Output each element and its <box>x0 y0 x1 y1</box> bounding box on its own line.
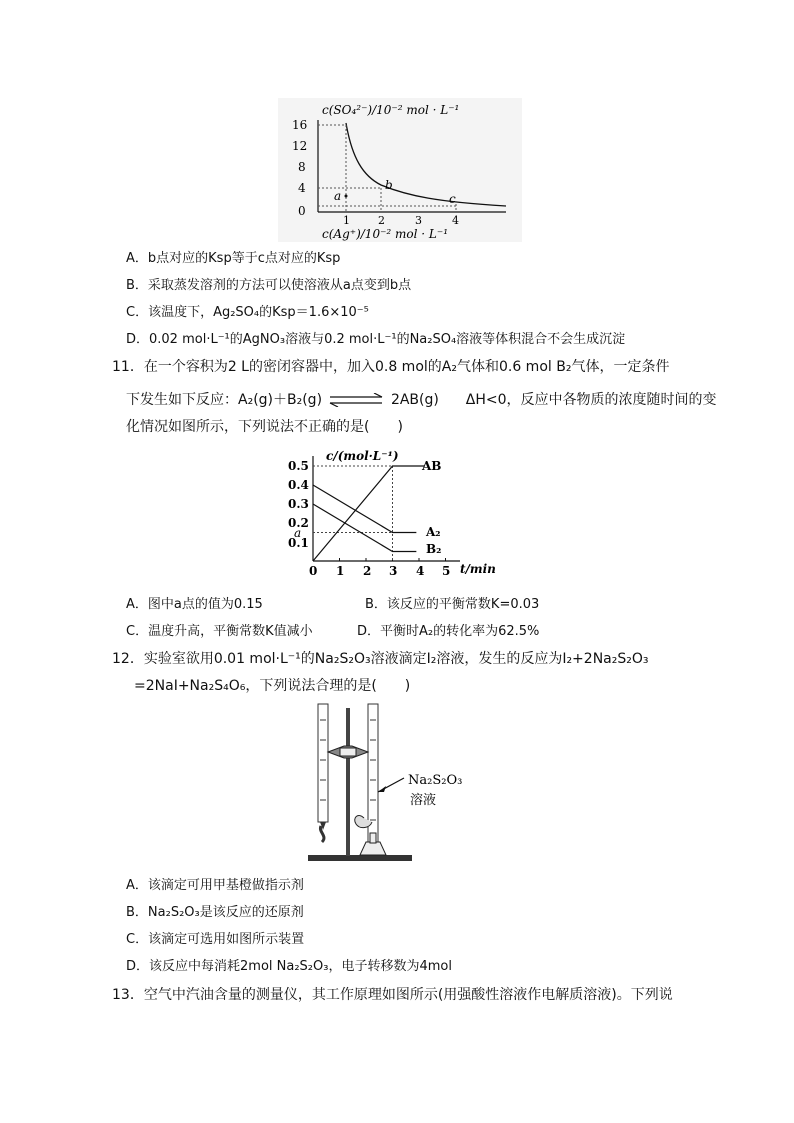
q11-option-b: B．该反应的平衡常数K=0.03 <box>365 597 540 612</box>
q11-option-c: C．温度升高，平衡常数K值减小 <box>126 624 313 639</box>
fig2-ytick: 0.1 <box>288 536 309 550</box>
fig1-xtick: 2 <box>378 214 385 227</box>
fig3-label-reagent: Na₂S₂O₃ <box>408 773 463 788</box>
q11-product: 2AB(g) <box>390 392 439 408</box>
fig2-xtick: 3 <box>389 564 398 578</box>
q10-option-b: B．采取蒸发溶剂的方法可以使溶液从a点变到b点 <box>126 278 412 293</box>
q12-option-c: C．该滴定可选用如图所示装置 <box>126 932 305 947</box>
q11-reactants: 下发生如下反应：A₂(g)＋B₂(g) <box>126 392 323 408</box>
fig1-xtick: 1 <box>343 214 350 227</box>
q12-option-b: B．Na₂S₂O₃是该反应的还原剂 <box>126 905 304 920</box>
fig1-ytick: 16 <box>292 118 308 132</box>
fig2-ytick: a <box>294 526 302 540</box>
q10-option-a: A．b点对应的Ksp等于c点对应的Ksp <box>126 251 341 266</box>
series-a2-line <box>313 485 416 533</box>
q11-enthalpy: ΔH<0，反应中各物质的浓度随时间的变 <box>465 392 717 408</box>
q11-stem-line2 <box>126 391 717 409</box>
q12-option-d: D．该反应中每消耗2mol Na₂S₂O₃，电子转移数为4mol <box>126 959 452 974</box>
q11-stem-line1: 11．在一个容积为2 L的密闭容器中，加入0.8 mol的A₂气体和0.6 mol B₂气体，一定条件 <box>112 359 670 375</box>
fig2-ytick: 0.3 <box>288 497 309 511</box>
fig2-xlabel: t/min <box>460 562 496 576</box>
q12-stem-line1: 12．实验室欲用0.01 mol·L⁻¹的Na₂S₂O₃溶液滴定I₂溶液，发生的反应为I₂+2Na₂S₂O₃ <box>112 651 649 667</box>
fig1-ytick: 8 <box>298 160 306 174</box>
q11-option-d: D．平衡时A₂的转化率为62.5% <box>357 624 540 639</box>
fig1-xlabel: c(Ag⁺)/10⁻² mol · L⁻¹ <box>322 227 449 241</box>
fig3-label-solution: 溶液 <box>410 793 437 808</box>
fig2-ytick: 0.2 <box>288 516 309 530</box>
fig1-xtick: 3 <box>415 214 422 227</box>
q11-stem-line3: 化情况如图所示，下列说法不正确的是( ) <box>126 419 403 435</box>
ksp-curve-figure <box>278 98 522 242</box>
fig2-xtick: 5 <box>442 564 451 578</box>
equilibrium-arrow-icon <box>328 393 384 407</box>
q11-option-a: A．图中a点的值为0.15 <box>126 597 263 612</box>
fig1-point-c: c <box>449 192 456 206</box>
fig2-label-ab: AB <box>422 459 442 473</box>
q10-option-c: C．该温度下，Ag₂SO₄的Ksp＝1.6×10⁻⁵ <box>126 305 369 320</box>
fig2-ytick: 0.4 <box>288 478 309 492</box>
fig2-xtick: 1 <box>336 564 345 578</box>
fig2-xtick: 0 <box>309 564 318 578</box>
series-b2-line <box>313 504 416 552</box>
fig2-xtick: 2 <box>363 564 372 578</box>
q12-option-a: A．该滴定可用甲基橙做指示剂 <box>126 878 304 893</box>
fig1-point-b: b <box>385 178 393 192</box>
fig1-xtick: 4 <box>452 214 459 227</box>
fig1-ytick: 12 <box>292 139 308 153</box>
fig2-xtick: 4 <box>416 564 425 578</box>
q12-stem-line2: =2NaI+Na₂S₄O₆，下列说法合理的是( ) <box>134 678 411 694</box>
fig1-ytick: 0 <box>298 204 306 218</box>
fig2-ytick: 0.5 <box>288 459 309 473</box>
titration-apparatus-figure <box>300 700 480 865</box>
fig1-point-a: a <box>334 189 342 203</box>
fig2-label-b2: B₂ <box>426 542 442 556</box>
concentration-time-chart <box>280 446 510 578</box>
q10-option-d: D．0.02 mol·L⁻¹的AgNO₃溶液与0.2 mol·L⁻¹的Na₂SO₄溶液等体积混合不会生成沉淀 <box>126 332 626 347</box>
fig2-ylabel: c/(mol·L⁻¹) <box>326 449 399 463</box>
fig1-ylabel: c(SO₄²⁻)/10⁻² mol · L⁻¹ <box>322 103 460 117</box>
q13-stem-line1: 13．空气中汽油含量的测量仪，其工作原理如图所示(用强酸性溶液作电解质溶液)。下列说 <box>112 987 673 1003</box>
fig2-label-a2: A₂ <box>426 525 441 539</box>
fig1-ytick: 4 <box>298 181 306 195</box>
